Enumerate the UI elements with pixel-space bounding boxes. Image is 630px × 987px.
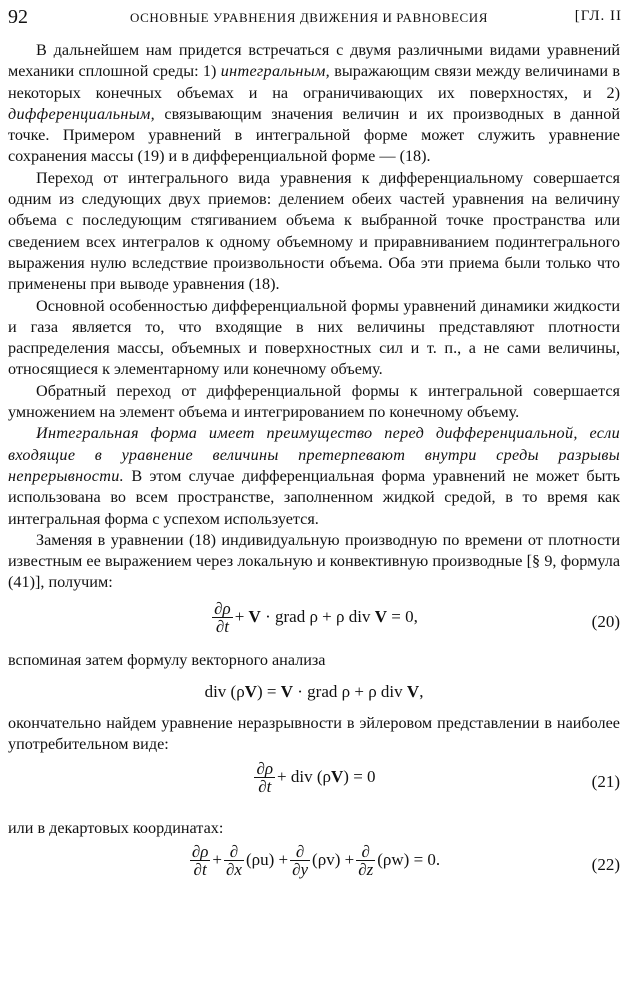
equation-22: $\frac{\partial\rho}{\partial t}$ + $\frac{\partial}{\partial x}$ (ρu) + $\frac{\partial}{\partial y}$ (ρv) + $\frac{\partial}{\partial z}$ (ρw) = 0. (22) [191,841,620,879]
page-number: 92 [8,6,28,28]
fraction-drho-dt: $\frac{\partial\rho}{\partial t}$ [191,841,209,879]
term-integral: интегральным, [220,62,330,81]
equation-number-22: (22) [591,854,620,874]
paragraph-9: или в декартовых координатах: [8,818,224,837]
paragraph-6: Заменяя в уравнении (18) индивидуальную производную по времени от плотности известным ее выражением через локальную и конвективную производные [§ 9, формула (41)], получим: [8,530,620,592]
equation-number-21: (21) [591,771,620,791]
paragraph-5 [8,423,620,529]
equation-20: $\frac{\partial\rho}{\partial t}$ + V · grad ρ + ρ div V = 0, (20) [214,598,620,636]
page-header [8,4,622,30]
vector-identity: div (ρV) = V · grad ρ + ρ div V, [204,682,424,702]
term-differential: дифференциальным, [8,104,155,123]
fraction-d-dz: $\frac{\partial}{\partial z}$ [358,841,374,879]
fraction-drho-dt: $\frac{\partial\rho}{\partial t}$ [256,758,274,796]
paragraph-5-emphasis: Интегральная форма имеет преимущество перед дифференциальной, если входящие в уравнение величины претерпевают внутри среды разрывы непрерывности. [8,424,620,485]
paragraph-1-text-e: связывающим значения величин и их производных в данной точке. Примером уравнений в интегральной форме может служить уравнение сохранения массы (19) и в дифференциальной форме — (18). [8,104,620,166]
paragraph-8: окончательно найдем уравнение неразрывности в эйлеровом представлении в наиболее употребительном виде: [8,714,620,754]
paragraph-3: Основной особенностью дифференциальной формы уравнений динамики жидкости и газа является то, что входящие в них величины представляют плотности распределения массы, объемных и поверхностных сил и т. п., а не сами величины, относящиеся к элементарному или конечному объему. [8,296,620,379]
paragraph-1-text-a: В дальнейшем нам придется встречаться с двумя различными видами уравнений механики сплошной среды: 1) [8,41,620,81]
fraction-drho-dt: $\frac{\partial\rho}{\partial t}$ [214,598,231,636]
equation-number-20: (20) [591,611,620,631]
paragraph-7: вспоминая затем формулу векторного анализа [8,650,326,669]
page-body [8,40,620,895]
chapter-label: [ГЛ. II [574,8,622,24]
paragraph-1 [8,40,620,168]
paragraph-4: Обратный переход от дифференциальной формы к интегральной совершается умножением на элемент объема и интегрированием по конечному объему. [8,381,620,422]
paragraph-1-text-c: выражающим связи между величинами в некоторых конечных объемах и на ограничивающих их поверхностях, и 2) [8,62,620,102]
paragraph-5-text: В этом случае дифференциальная форма уравнений не может быть использована во всем пространстве, заполненном жидкой средой, в то время как интегральная форма с успехом используется. [8,466,620,528]
equation-21: $\frac{\partial\rho}{\partial t}$ + div (ρV) = 0 (21) [256,758,620,796]
paragraph-2: Переход от интегрального вида уравнения к дифференциальному совершается одним из следующих двух приемов: делением обеих частей уравнения на величину объема с последующим стягиванием объема к выбранной точке пространства или сведением всех интегралов к одному объемному и приравниванием подинтегрального выражения нулю вследствие произвольности объема. Оба эти приема были только что применены при выводе уравнения (18). [8,168,620,294]
fraction-d-dy: $\frac{\partial}{\partial y}$ [292,841,309,879]
fraction-d-dx: $\frac{\partial}{\partial x}$ [225,841,242,879]
running-title: ОСНОВНЫЕ УРАВНЕНИЯ ДВИЖЕНИЯ И РАВНОВЕСИЯ [130,10,489,25]
